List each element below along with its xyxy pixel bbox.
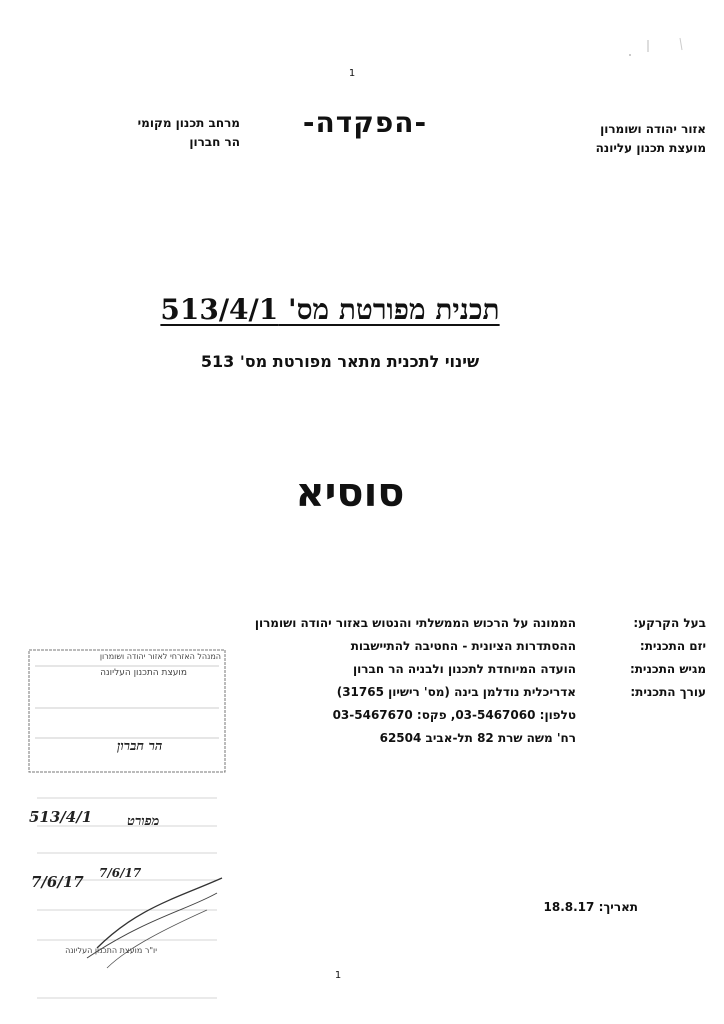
stamp-handwritten-area: הר חברון: [117, 739, 163, 754]
plan-title: תכנית מפורטת מס' 513/4/1: [160, 293, 500, 326]
stamp-header-line: המנהל האזרחי לאזור יהודה ושומרון: [99, 652, 221, 661]
approval-stamp: [27, 648, 227, 1020]
stamp-handwritten-plan-number: 513/4/1: [29, 808, 93, 826]
date-label: תאריך:: [598, 900, 638, 914]
header-deposit-notice: -הפקדה-: [302, 106, 428, 139]
detail-label: בעל הקרקע:: [633, 616, 706, 630]
detail-value: אדריכלית נודלמן בינה (מס' רישיון 31765): [336, 685, 576, 699]
detail-label: יזם התכנית:: [639, 639, 706, 653]
header-planning-area-line: מרחב תכנון מקומי: [137, 116, 240, 130]
stamp-frame: [27, 648, 227, 1020]
stamp-footer-line: יו"ר מועצת התכנון העליונה: [65, 946, 157, 955]
detail-value: טלפון: 03-5467060, פקס: 03-5467670: [332, 708, 576, 722]
detail-value: הממונה על הרכוש הממשלתי והנטוש באזור יהודה ושומרון: [254, 616, 576, 630]
page-number-bottom: 1: [334, 970, 342, 981]
detail-label: עורך התכנית:: [630, 685, 706, 699]
header-planning-area: [60, 114, 240, 152]
page-number-top: 1: [348, 68, 356, 79]
detail-label: מגיש התכנית:: [629, 662, 706, 676]
detail-value: ההסתדרות הציונית - החטיבה להתיישבות: [350, 639, 576, 653]
detail-value: רח' משה שרת 82 תל-אביב 62504: [379, 731, 576, 745]
stamp-handwritten-date-2: 7/6/17: [99, 866, 142, 880]
stamp-handwritten-plan-type: מפורט: [127, 814, 160, 829]
header-region-line: אזור יהודה ושומרון: [600, 122, 706, 136]
detail-value: הועדה המיוחדת לתכנון ולבניה הר חברון: [353, 662, 576, 676]
header-council-line: מועצת תכנון עליונה: [595, 141, 706, 155]
date-value: 18.8.17: [543, 900, 595, 914]
plan-subtitle: שינוי לתכנית מתאר מפורטת מס' 513: [200, 352, 480, 371]
header-area-name-line: הר חברון: [189, 135, 240, 149]
date-line: [544, 900, 638, 914]
scan-corner-marks: [600, 10, 720, 70]
stamp-council-name: מועצת התכנון העליונה: [100, 668, 187, 678]
place-name: סוסיא: [295, 470, 405, 516]
stamp-handwritten-date-1: 7/6/17: [31, 873, 84, 891]
header-authority: [506, 120, 706, 158]
detail-row-landowner: [106, 616, 706, 639]
